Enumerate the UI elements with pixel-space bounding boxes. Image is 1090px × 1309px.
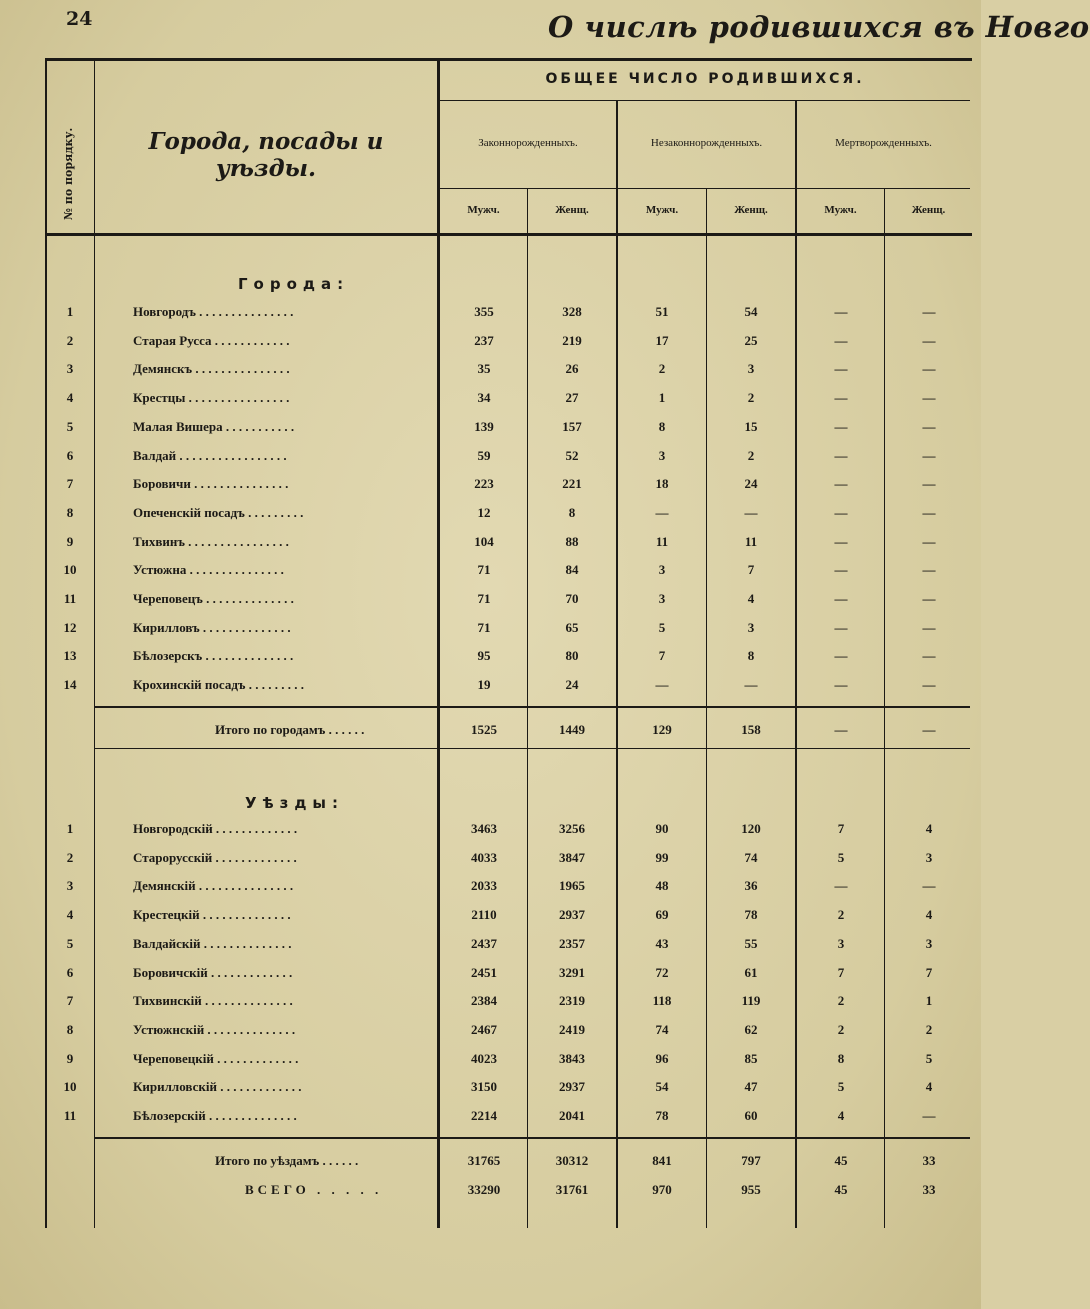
sub-female-2: Женщ. [734,204,768,216]
row-value: 8 [568,504,576,520]
row-value: 18 [655,476,669,492]
row-name: Старая Русса . . . . . . . . . . . . [133,332,290,348]
index-column-header: № по порядку. [62,127,75,220]
grand-row [45,1182,972,1204]
row-value: 33 [922,1182,936,1197]
row-value: 71 [477,619,491,635]
table-row [45,534,972,556]
group-illegit: Незаконнорожденныхъ. [650,137,763,149]
row-value: 2467 [471,1021,497,1037]
row-number: 14 [63,677,77,693]
row-value: 120 [741,821,761,836]
row-number: 6 [66,964,74,980]
row-number: 5 [66,935,74,951]
row-number: 3 [66,878,74,894]
row-value: 47 [744,1079,758,1095]
table-row [45,878,972,900]
row-name: Валдайскій . . . . . . . . . . . . . . [133,935,292,951]
row-value: — [834,878,848,894]
row-value: 59 [477,447,491,463]
row-number: 10 [63,1079,77,1095]
row-name: Крестцы . . . . . . . . . . . . . . . . [133,390,290,406]
row-value: 36 [744,878,758,894]
row-value: 74 [655,1021,669,1037]
sub-male-3: Мужч. [824,204,857,216]
row-value: 970 [652,1182,672,1197]
row-value: 2357 [559,935,585,951]
row-value: 12 [477,504,491,520]
row-value: 129 [652,722,672,737]
table-row [45,505,972,527]
row-value: 2937 [559,907,585,923]
row-number: 12 [63,619,77,635]
row-value: 7 [747,562,755,578]
row-value: 3843 [559,1050,585,1066]
row-number: 5 [66,418,74,434]
row-value: — [922,722,936,737]
name-column-header: Города, посады и уѣзды. [148,128,384,182]
row-value: 72 [655,964,669,980]
rule-towns-end [94,748,970,749]
row-number: 9 [66,1050,74,1066]
row-value: 2437 [471,935,497,951]
row-value: — [834,390,848,406]
row-value: — [922,361,936,377]
row-value: 2214 [471,1108,497,1123]
row-name: Тихвинскій . . . . . . . . . . . . . . [133,993,293,1009]
row-value: 5 [837,849,845,865]
row-value: 3847 [559,849,585,865]
row-value: 841 [652,1153,672,1168]
row-value: 7 [925,964,933,980]
row-value: — [834,619,848,635]
row-value: — [922,476,936,492]
row-value: 31761 [555,1182,589,1197]
row-value: 221 [562,476,582,492]
row-value: 2319 [559,993,585,1009]
row-name: Старорусскій . . . . . . . . . . . . . [133,849,297,865]
row-number: 3 [66,361,74,377]
row-value: 8 [837,1050,845,1066]
row-value: 5 [925,1050,933,1066]
row-value: 45 [834,1182,848,1197]
row-value: 90 [655,821,669,836]
rule-header-bottom [45,233,972,236]
table-row [45,965,972,987]
row-value: 27 [565,390,579,406]
row-value: — [834,677,848,693]
row-value: — [922,390,936,406]
row-value: 65 [565,619,579,635]
row-value: 119 [741,993,761,1009]
row-number: 9 [66,533,74,549]
row-value: 11 [655,533,669,549]
row-value: 2 [837,993,845,1009]
row-value: 139 [474,418,494,434]
row-value: 237 [474,332,494,348]
row-value: 69 [655,907,669,923]
row-value: 2 [837,1021,845,1037]
row-value: 54 [744,304,758,319]
row-value: 30312 [555,1153,589,1168]
row-value: 104 [474,533,494,549]
row-name: Крохинскій посадъ . . . . . . . . . [133,677,304,693]
row-value: 1 [658,390,666,406]
row-value: — [655,677,669,693]
row-value: 219 [562,332,582,348]
row-value: 24 [565,677,579,693]
sub-male-2: Мужч. [645,204,679,216]
row-value: — [922,504,936,520]
row-value: 2 [747,447,755,463]
row-value: 2 [837,907,845,923]
row-name: Тихвинъ . . . . . . . . . . . . . . . . [133,533,289,549]
row-value: 48 [655,878,669,894]
row-value: — [922,332,936,348]
row-value: — [834,418,848,434]
row-value: 4033 [471,849,497,865]
row-value: 71 [477,591,491,606]
row-value: — [834,504,848,520]
row-name: Итого по уѣздамъ . . . . . . [215,1153,359,1168]
row-name: Бѣлозерскъ . . . . . . . . . . . . . . [133,648,294,664]
row-value: 33 [922,1153,936,1168]
table-row [45,821,972,843]
row-value: — [834,562,848,578]
row-value: 24 [744,476,758,492]
row-value: 61 [744,964,758,980]
row-value: 51 [655,304,669,319]
row-value: — [922,677,936,693]
row-value: 2 [658,361,666,377]
row-value: 157 [562,418,582,434]
row-value: 328 [562,304,582,319]
row-value: 3256 [559,821,585,836]
row-value: — [834,722,848,737]
row-value: 3291 [559,964,585,980]
row-value: 3 [658,591,666,606]
row-value: 34 [477,390,491,406]
row-name: Малая Вишера . . . . . . . . . . . [133,418,295,434]
row-value: 355 [474,304,494,319]
sub-male-1: Мужч. [467,204,500,216]
row-value: 1525 [471,722,497,737]
row-name: Демянскъ . . . . . . . . . . . . . . . [133,361,290,377]
row-name: Череповецъ . . . . . . . . . . . . . . [133,591,294,606]
row-value: 2451 [471,964,497,980]
row-number: 7 [66,993,74,1009]
row-value: 71 [477,562,491,578]
towns-heading: Города: [238,275,350,293]
table-row [45,419,972,441]
row-name: Кирилловскій . . . . . . . . . . . . . [133,1079,302,1095]
table-row [45,1108,972,1130]
table-row [45,993,972,1015]
row-value: 5 [658,619,666,635]
row-name: Валдай . . . . . . . . . . . . . . . . . [133,447,287,463]
sub-female-3: Женщ. [911,204,946,216]
row-value: — [744,504,758,520]
row-value: 2110 [471,907,497,923]
row-value: — [922,878,936,894]
row-name: Череповецкій . . . . . . . . . . . . . [133,1050,299,1066]
row-value: 955 [741,1182,761,1197]
rule-groups [440,188,970,189]
row-number: 2 [66,849,74,865]
row-value: 43 [655,935,669,951]
page-number: 24 [66,8,93,30]
row-value: 35 [477,361,491,377]
row-value: — [834,648,848,664]
row-value: 4 [925,1079,933,1095]
row-value: 3463 [471,821,497,836]
row-value: 99 [655,849,669,865]
row-value: 33290 [467,1182,501,1197]
row-number: 13 [63,648,77,664]
row-value: 25 [744,332,758,348]
row-value: 60 [744,1108,758,1123]
row-value: 2419 [559,1021,585,1037]
row-value: 78 [655,1108,669,1123]
row-number: 8 [66,504,74,520]
table-row [45,1079,972,1101]
table-row [45,333,972,355]
row-value: 31765 [467,1153,501,1168]
row-value: 158 [741,722,761,737]
group-legit: Законнорожденныхъ. [478,137,578,149]
row-value: 1 [925,993,933,1009]
row-value: 85 [744,1050,758,1066]
row-value: 2384 [471,993,497,1009]
row-value: — [744,677,758,693]
row-number: 2 [66,332,74,348]
row-number: 10 [63,562,77,578]
row-value: — [834,304,848,319]
table-row [45,677,972,699]
row-value: 223 [474,476,494,492]
row-number: 1 [66,821,74,836]
row-value: 3 [747,361,755,377]
row-number: 7 [66,476,74,492]
row-value: — [922,562,936,578]
row-value: 3150 [471,1079,497,1095]
row-value: — [922,447,936,463]
row-value: — [922,591,936,606]
row-value: 78 [744,907,758,923]
row-value: 84 [565,562,579,578]
rule-title [440,100,970,101]
table-row [45,591,972,613]
row-name: Устюжна . . . . . . . . . . . . . . . [133,562,284,578]
row-value: 118 [652,993,672,1009]
group-stillborn: Мертворожденныхъ. [835,137,932,149]
row-value: 80 [565,648,579,664]
table-row [45,907,972,929]
row-value: 19 [477,677,491,693]
row-value: 2041 [559,1108,585,1123]
row-value: — [922,1108,936,1123]
row-number: 11 [63,1108,77,1123]
total-row [45,1153,972,1175]
row-value: — [922,648,936,664]
row-value: 4 [837,1108,845,1123]
row-value: 2937 [559,1079,585,1095]
row-value: 3 [925,935,933,951]
row-value: 7 [837,964,845,980]
row-value: 1965 [559,878,585,894]
row-name: Кирилловъ . . . . . . . . . . . . . . [133,619,291,635]
row-value: 4023 [471,1050,497,1066]
row-value: 70 [565,591,579,606]
table-row [45,936,972,958]
row-value: 52 [565,447,579,463]
row-value: 17 [655,332,669,348]
row-value: — [922,619,936,635]
row-value: 96 [655,1050,669,1066]
row-number: 4 [66,907,74,923]
table-row [45,562,972,584]
row-value: 54 [655,1079,669,1095]
row-value: — [834,447,848,463]
row-value: 5 [837,1079,845,1095]
table-row [45,850,972,872]
row-value: 2 [925,1021,933,1037]
table-row [45,448,972,470]
row-name: ВСЕГО . . . . . [245,1182,383,1197]
row-name: Устюжнскій . . . . . . . . . . . . . . [133,1021,296,1037]
row-value: — [922,533,936,549]
total-row [45,722,972,744]
table-row [45,648,972,670]
row-name: Новгородъ . . . . . . . . . . . . . . . [133,304,294,319]
row-name: Демянскій . . . . . . . . . . . . . . . [133,878,294,894]
row-value: 3 [925,849,933,865]
row-value: 8 [747,648,755,664]
table-row [45,1051,972,1073]
row-name: Крестецкій . . . . . . . . . . . . . . [133,907,291,923]
row-value: 797 [741,1153,761,1168]
row-value: — [834,361,848,377]
row-value: 3 [658,447,666,463]
sub-female-1: Женщ. [555,204,589,216]
row-number: 6 [66,447,74,463]
row-value: 95 [477,648,491,664]
table-row [45,620,972,642]
row-value: 3 [658,562,666,578]
table-row [45,1022,972,1044]
row-value: 1449 [559,722,585,737]
row-number: 11 [63,591,77,606]
row-number: 1 [66,304,74,319]
row-value: 74 [744,849,758,865]
running-head: О числѣ родившихся въ Новго [548,10,1090,44]
table-row [45,476,972,498]
row-value: 15 [744,418,758,434]
row-value: 4 [747,591,755,606]
row-value: 11 [744,533,758,549]
row-value: 88 [565,533,579,549]
row-value: 62 [744,1021,758,1037]
table-row [45,304,972,326]
row-value: 45 [834,1153,848,1168]
row-value: — [834,591,848,606]
row-value: 3 [837,935,845,951]
row-value: 2033 [471,878,497,894]
row-value: 7 [837,821,845,836]
row-number: 4 [66,390,74,406]
row-value: 8 [658,418,666,434]
rule-top [45,58,972,61]
row-name: Итого по городамъ . . . . . . [215,722,365,737]
table-row [45,361,972,383]
row-name: Новгородскій . . . . . . . . . . . . . [133,821,298,836]
row-value: 4 [925,907,933,923]
rule-districts-total [94,1137,970,1139]
row-value: — [655,504,669,520]
row-value: 2 [747,390,755,406]
row-value: — [922,418,936,434]
row-name: Боровичскій . . . . . . . . . . . . . [133,964,293,980]
row-value: 7 [658,648,666,664]
row-name: Боровичи . . . . . . . . . . . . . . . [133,476,289,492]
row-value: 3 [747,619,755,635]
row-value: 26 [565,361,579,377]
row-number: 8 [66,1021,74,1037]
table-row [45,390,972,412]
row-name: Опеченскій посадъ . . . . . . . . . [133,504,304,520]
row-value: — [834,476,848,492]
row-value: — [834,533,848,549]
row-value: — [834,332,848,348]
rule-towns-total [94,706,970,708]
row-value: — [922,304,936,319]
row-value: 55 [744,935,758,951]
table-title: ОБЩЕЕ ЧИСЛО РОДИВШИХСЯ. [545,71,865,87]
row-name: Бѣлозерскій . . . . . . . . . . . . . . [133,1108,297,1123]
districts-heading: Уѣзды: [245,794,344,812]
row-value: 4 [925,821,933,836]
